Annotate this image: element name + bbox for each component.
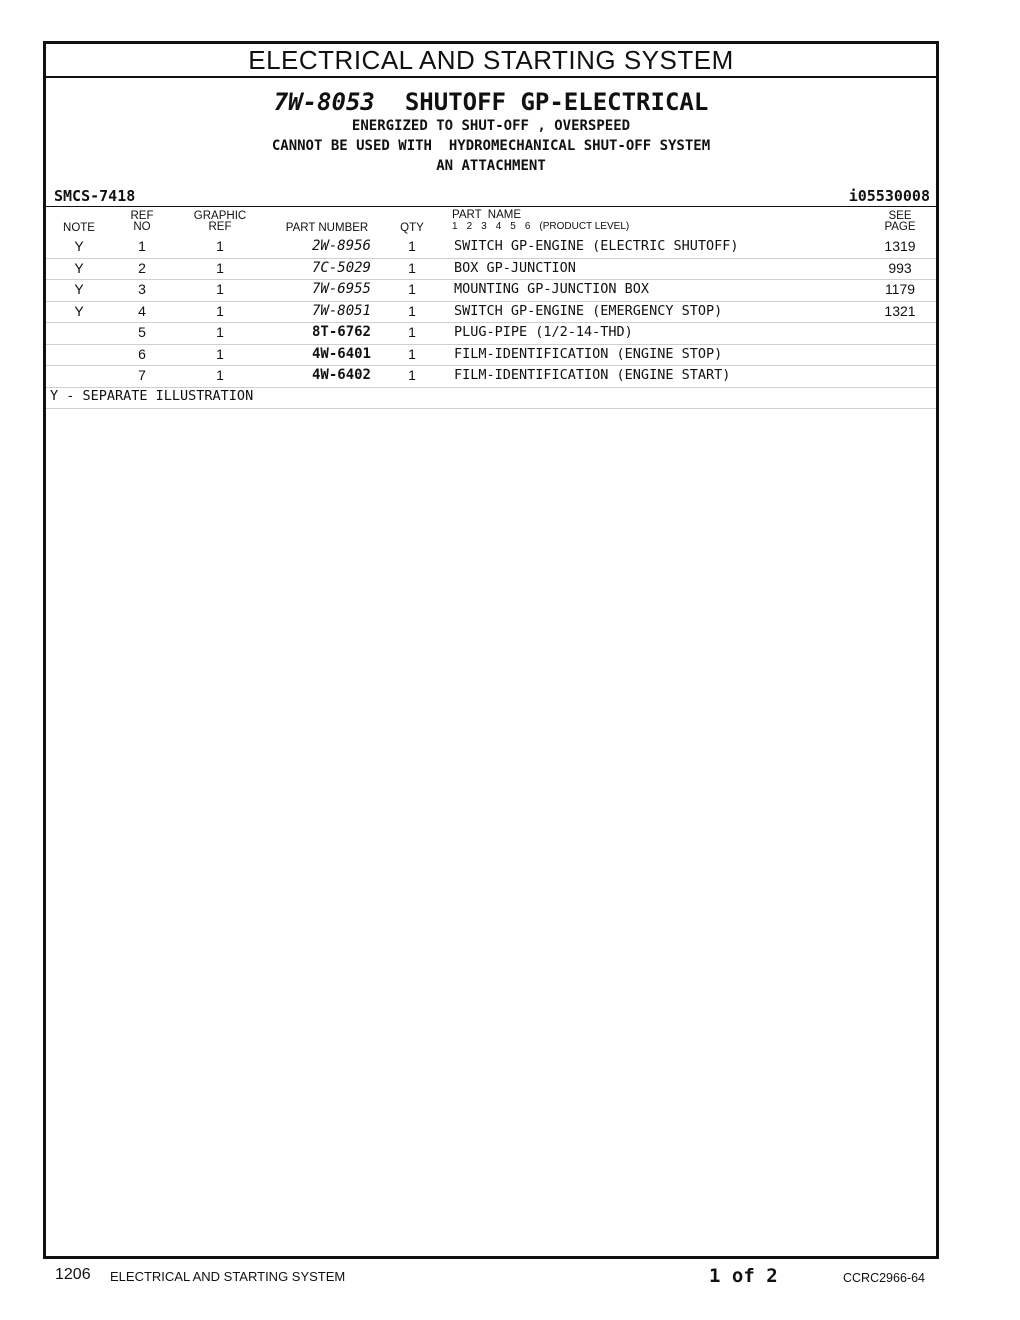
smcs-code: SMCS-7418: [54, 187, 136, 205]
group-note-1: ENERGIZED TO SHUT-OFF , OVERSPEED: [351, 118, 631, 134]
row-graphic-ref: 1: [216, 324, 224, 340]
product-level-label: (PRODUCT LEVEL): [539, 221, 630, 232]
table-row: [46, 301, 936, 324]
row-qty: 1: [408, 238, 416, 254]
row-see-page[interactable]: 1179: [884, 281, 916, 297]
level-2: 2: [466, 221, 473, 232]
group-note-2: CANNOT BE USED WITH HYDROMECHANICAL SHUT-OFF SYSTEM: [271, 138, 711, 154]
row-part-name: MOUNTING GP-JUNCTION BOX: [454, 281, 650, 297]
footer-page-number: 1206: [55, 1266, 91, 1283]
group-header: [46, 88, 936, 176]
product-levels: [452, 221, 712, 232]
col-note: [60, 223, 98, 234]
table-row: [46, 344, 936, 367]
col-graphic-top: GRAPHIC: [193, 210, 247, 222]
note-legend: Y - SEPARATE ILLUSTRATION: [50, 388, 254, 404]
group-note-3: AN ATTACHMENT: [436, 158, 546, 174]
row-qty: 1: [408, 345, 416, 362]
row-note: Y: [74, 302, 84, 319]
col-ref-top: REF: [130, 210, 154, 222]
row-graphic-ref: 1: [216, 345, 224, 362]
row-part-name: BOX GP-JUNCTION: [454, 259, 576, 276]
row-part-name: SWITCH GP-ENGINE (ELECTRIC SHUTOFF): [454, 238, 739, 254]
level-4: 4: [495, 221, 502, 232]
row-graphic-ref: 1: [216, 367, 224, 383]
group-name: SHUTOFF GP-ELECTRICAL: [404, 88, 709, 116]
col-qty: [396, 223, 428, 234]
section-title: ELECTRICAL AND STARTING SYSTEM: [46, 44, 936, 78]
legend-rule: [46, 408, 936, 409]
level-3: 3: [481, 221, 487, 232]
footer-document-code: CCRC2966-64: [843, 1271, 925, 1285]
row-ref-no: 7: [138, 367, 146, 383]
row-see-page[interactable]: 1321: [884, 302, 916, 319]
row-ref-no: 1: [138, 238, 146, 254]
row-qty: 1: [408, 259, 416, 276]
col-part-name-label: PART NAME: [452, 209, 522, 221]
level-5: 5: [510, 221, 516, 232]
row-part-number: 4W-6401: [311, 345, 371, 362]
row-part-number[interactable]: 7W-6955: [311, 281, 371, 297]
illustration-id: i05530008: [848, 187, 930, 205]
footer-system-name: ELECTRICAL AND STARTING SYSTEM: [110, 1269, 346, 1284]
row-note: Y: [74, 238, 84, 254]
col-note-label: NOTE: [63, 222, 95, 234]
row-see-page[interactable]: 993: [888, 259, 912, 276]
page-frame: [43, 41, 939, 1259]
col-see-bottom: PAGE: [884, 221, 916, 233]
row-part-name: FILM-IDENTIFICATION (ENGINE STOP): [454, 345, 723, 362]
col-qty-label: QTY: [400, 222, 424, 234]
group-part-number: 7W-8053: [273, 88, 375, 116]
table-row: [46, 258, 936, 281]
row-part-number[interactable]: 7C-5029: [311, 259, 371, 276]
row-note: Y: [74, 259, 84, 276]
col-ref-no: [126, 211, 158, 233]
row-graphic-ref: 1: [216, 259, 224, 276]
row-part-number: 4W-6402: [311, 367, 371, 383]
table-row: [46, 322, 936, 345]
row-graphic-ref: 1: [216, 238, 224, 254]
row-ref-no: 4: [138, 302, 146, 319]
col-ref-bottom: NO: [133, 221, 151, 233]
row-ref-no: 6: [138, 345, 146, 362]
row-part-number: 8T-6762: [311, 324, 371, 340]
col-see-page: [880, 211, 920, 233]
row-ref-no: 3: [138, 281, 146, 297]
col-part-number-label: PART NUMBER: [285, 222, 369, 234]
col-graphic-ref: [190, 211, 250, 233]
col-graphic-bottom: REF: [208, 221, 232, 233]
level-1: 1: [452, 221, 458, 232]
footer-sheet-count: 1 of 2: [709, 1265, 778, 1287]
row-see-page[interactable]: 1319: [884, 238, 916, 254]
row-ref-no: 5: [138, 324, 146, 340]
row-qty: 1: [408, 302, 416, 319]
table-row: [46, 236, 936, 259]
header-rule: [46, 206, 936, 207]
row-note: Y: [74, 281, 84, 297]
group-title-line: [46, 88, 936, 116]
col-part-name: [452, 210, 712, 232]
row-part-name: PLUG-PIPE (1/2-14-THD): [454, 324, 633, 340]
table-row: [46, 279, 936, 302]
row-part-name: SWITCH GP-ENGINE (EMERGENCY STOP): [454, 302, 723, 319]
col-part-number: [278, 223, 376, 234]
row-part-number[interactable]: 7W-8051: [311, 302, 371, 319]
col-see-top: SEE: [888, 210, 912, 222]
table-row: [46, 365, 936, 388]
row-part-name: FILM-IDENTIFICATION (ENGINE START): [454, 367, 731, 383]
row-part-number[interactable]: 2W-8956: [311, 238, 371, 254]
level-6: 6: [524, 221, 531, 232]
row-graphic-ref: 1: [216, 281, 224, 297]
row-qty: 1: [408, 367, 416, 383]
row-qty: 1: [408, 281, 416, 297]
row-graphic-ref: 1: [216, 302, 224, 319]
row-ref-no: 2: [138, 259, 146, 276]
row-qty: 1: [408, 324, 416, 340]
